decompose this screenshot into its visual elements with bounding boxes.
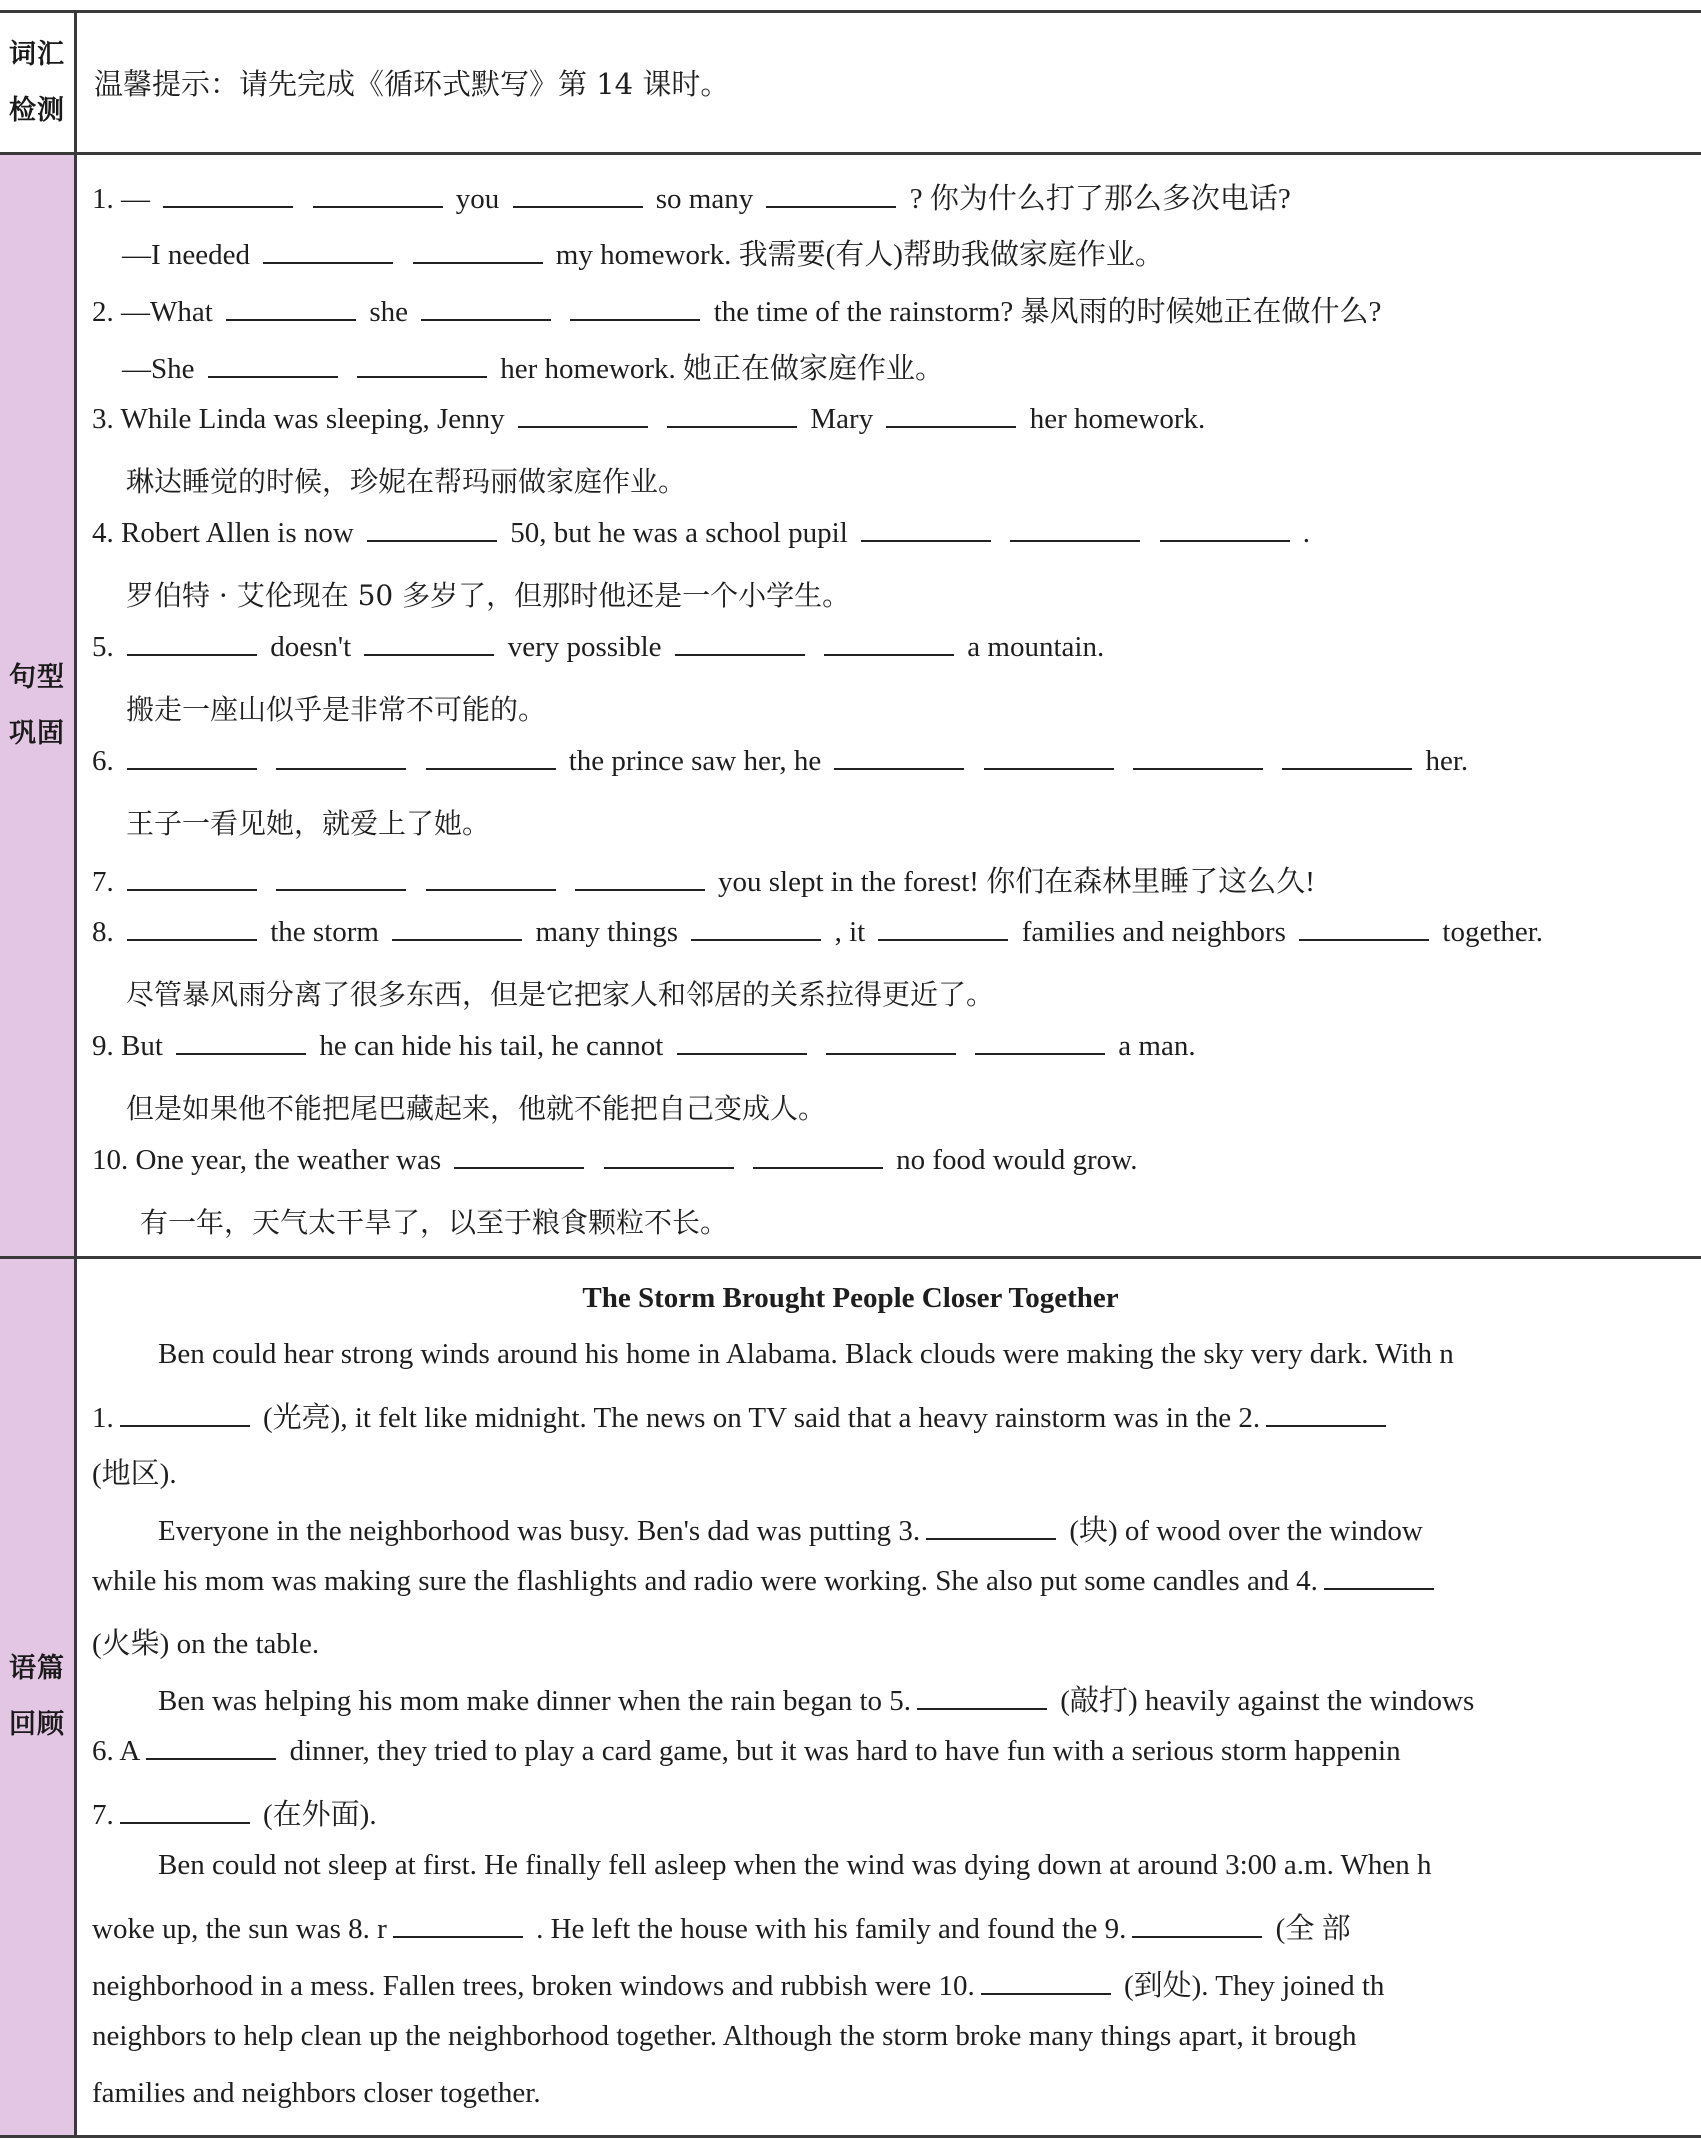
passage-line-4-text: Everyone in the neighborhood was busy. Ben's dad was putting	[158, 1515, 892, 1547]
passage-line-8	[92, 1735, 1401, 1768]
blank-num-5: 5.	[889, 1685, 912, 1717]
passage-blank-8[interactable]	[393, 1935, 523, 1938]
passage-line-5	[92, 1565, 1440, 1598]
q1-line	[92, 176, 1291, 217]
q8-blank-2[interactable]	[392, 938, 522, 941]
q2-part-c: the time of the rainstorm? 暴风雨的时候她正在做什么?	[713, 296, 1382, 328]
q5-blank-2[interactable]	[364, 653, 494, 656]
passage-blank-5[interactable]	[917, 1707, 1047, 1710]
blank-num-7: 7.	[92, 1799, 114, 1831]
q8-blank-1[interactable]	[127, 938, 257, 941]
q6-part-c: her.	[1425, 745, 1469, 777]
q4-part-c: .	[1302, 517, 1311, 549]
q4-translation: 罗伯特 · 艾伦现在 50 多岁了，但那时他还是一个小学生。	[126, 579, 851, 612]
q5-blank-4[interactable]	[824, 653, 954, 656]
label-vocab-2: 检测	[9, 94, 65, 126]
q8-blank-4[interactable]	[878, 938, 1008, 941]
q6-blank-3[interactable]	[426, 767, 556, 770]
q6-part-a: 6.	[92, 745, 114, 777]
q3-translation: 琳达睡觉的时候，珍妮在帮玛丽做家庭作业。	[126, 465, 687, 498]
q8-blank-5[interactable]	[1299, 938, 1429, 941]
passage-line-6: (火柴) on the table.	[92, 1628, 320, 1660]
passage-line-12	[92, 1963, 1384, 2004]
passage-line-11-mid: . He left the house with his family and found the	[536, 1913, 1098, 1945]
q5-part-d: a mountain.	[967, 631, 1105, 663]
label-sentence-2: 巩固	[9, 717, 65, 749]
q3-part-c: her homework.	[1029, 403, 1206, 435]
q1-answer-part-a: —I needed	[122, 239, 251, 271]
blank-num-8: 8. r	[348, 1913, 387, 1945]
q2-blank-1[interactable]	[226, 318, 356, 321]
label-sentence	[0, 155, 74, 1256]
passage-line-9	[92, 1792, 377, 1833]
q3-part-a: 3. While Linda was sleeping, Jenny	[92, 403, 505, 435]
q4-blank-3[interactable]	[1010, 539, 1140, 542]
q4-blank-2[interactable]	[861, 539, 991, 542]
q1-blank-2[interactable]	[313, 205, 443, 208]
q2-part-a: 2. —What	[92, 296, 213, 328]
q10-part-a: 10. One year, the weather was	[92, 1144, 442, 1176]
passage-line-8-text: dinner, they tried to play a card game, but it was hard to have fun with a serious storm happenin	[289, 1735, 1401, 1767]
q3-line	[92, 403, 1205, 436]
q6-blank-4[interactable]	[834, 767, 964, 770]
passage-blank-6[interactable]	[146, 1757, 276, 1760]
passage-line-7-text: Ben was helping his mom make dinner when the rain began to	[158, 1685, 883, 1717]
q1-answer-blank-2[interactable]	[413, 261, 543, 264]
q2-part-b: she	[369, 296, 408, 328]
q10-part-b: no food would grow.	[896, 1144, 1138, 1176]
q1-blank-4[interactable]	[766, 205, 896, 208]
q8-part-a: 8.	[92, 916, 114, 948]
q3-blank-3[interactable]	[886, 425, 1016, 428]
q5-blank-1[interactable]	[127, 653, 257, 656]
passage-line-4-tail: (块) of wood over the window	[1069, 1515, 1423, 1547]
q8-part-c: many things	[535, 916, 679, 948]
label-text	[0, 1259, 74, 2135]
q8-part-d: , it	[834, 916, 866, 948]
q2-answer-blank-2[interactable]	[357, 375, 487, 378]
rule-2	[0, 1256, 1701, 1259]
q2-line	[92, 289, 1381, 330]
q2-answer-part-b: her homework. 她正在做家庭作业。	[500, 353, 945, 385]
passage-line-1: Ben could hear strong winds around his home in Alabama. Black clouds were making the sky very dark. With n	[158, 1338, 1454, 1370]
q6-line	[92, 745, 1468, 778]
q8-part-b: the storm	[270, 916, 379, 948]
q10-blank-1[interactable]	[454, 1166, 584, 1169]
label-sentence-1: 句型	[9, 661, 65, 693]
q9-part-c: a man.	[1118, 1030, 1196, 1062]
passage-line-2-text: (光亮), it felt like midnight. The news on TV said that a heavy rainstorm was in the	[263, 1402, 1232, 1434]
q1-answer-part-b: my homework. 我需要(有人)帮助我做家庭作业。	[555, 239, 1164, 271]
q5-line	[92, 631, 1104, 664]
q7-blank-3[interactable]	[426, 888, 556, 891]
blank-num-6: 6. A	[92, 1735, 141, 1767]
q7-line	[92, 859, 1315, 900]
q5-blank-3[interactable]	[675, 653, 805, 656]
q9-blank-3[interactable]	[826, 1052, 956, 1055]
q2-answer-blank-1[interactable]	[208, 375, 338, 378]
q10-line	[92, 1144, 1137, 1177]
q6-blank-2[interactable]	[276, 767, 406, 770]
passage-line-11-tail: (全 部	[1275, 1913, 1351, 1945]
q1-part-d: ? 你为什么打了那么多次电话?	[909, 183, 1291, 215]
q7-part-b: you slept in the forest! 你们在森林里睡了这么久!	[718, 866, 1315, 898]
q8-translation: 尽管暴风雨分离了很多东西，但是它把家人和邻居的关系拉得更近了。	[126, 978, 995, 1011]
q10-blank-2[interactable]	[604, 1166, 734, 1169]
q7-blank-4[interactable]	[575, 888, 705, 891]
q7-blank-1[interactable]	[127, 888, 257, 891]
q9-blank-1[interactable]	[176, 1052, 306, 1055]
passage-line-3: (地区).	[92, 1458, 177, 1490]
q9-blank-2[interactable]	[677, 1052, 807, 1055]
label-text-2: 回顾	[9, 1709, 65, 1740]
q6-blank-7[interactable]	[1282, 767, 1412, 770]
blank-num-4: 4.	[1296, 1565, 1318, 1597]
q1-blank-1[interactable]	[163, 205, 293, 208]
column-divider	[74, 10, 77, 2138]
passage-line-2	[92, 1395, 1392, 1436]
passage-blank-3[interactable]	[926, 1537, 1056, 1540]
passage-blank-4[interactable]	[1324, 1587, 1434, 1590]
rule-1	[0, 152, 1701, 155]
q9-part-b: he can hide his tail, he cannot	[319, 1030, 664, 1062]
q1-answer-line	[122, 232, 1164, 273]
q1-blank-3[interactable]	[513, 205, 643, 208]
q9-part-a: 9. But	[92, 1030, 163, 1062]
q2-blank-3[interactable]	[570, 318, 700, 321]
blank-num-10: 10.	[938, 1970, 975, 2002]
passage-line-12-text: neighborhood in a mess. Fallen trees, broken windows and rubbish were	[92, 1970, 932, 2002]
tip-text: 温馨提示：请先完成《循环式默写》第 14 课时。	[94, 67, 730, 101]
q3-blank-1[interactable]	[518, 425, 648, 428]
passage-line-11-text: woke up, the sun was	[92, 1913, 341, 1945]
q7-blank-2[interactable]	[276, 888, 406, 891]
passage-line-4	[158, 1508, 1423, 1549]
q5-translation: 搬走一座山似乎是非常不可能的。	[126, 693, 547, 726]
q10-blank-3[interactable]	[753, 1166, 883, 1169]
q4-blank-4[interactable]	[1160, 539, 1290, 542]
passage-line-9-text: (在外面).	[263, 1799, 377, 1831]
q8-part-e: families and neighbors	[1021, 916, 1286, 948]
rule-bottom	[0, 2135, 1701, 2138]
passage-blank-9[interactable]	[1132, 1935, 1262, 1938]
passage-blank-2[interactable]	[1266, 1424, 1386, 1427]
q1-part-b: you	[455, 183, 500, 215]
q9-blank-4[interactable]	[975, 1052, 1105, 1055]
label-vocab-1: 词汇	[9, 38, 65, 70]
rule-top	[0, 10, 1701, 13]
q8-blank-3[interactable]	[691, 938, 821, 941]
label-text-1: 语篇	[9, 1653, 65, 1684]
passage-line-7	[158, 1678, 1474, 1719]
q2-answer-part-a: —She	[122, 353, 195, 385]
q6-blank-6[interactable]	[1133, 767, 1263, 770]
blank-num-3: 3.	[898, 1515, 921, 1547]
q10-translation: 有一年，天气太干旱了，以至于粮食颗粒不长。	[140, 1206, 729, 1239]
q8-line	[92, 916, 1543, 949]
passage-blank-10[interactable]	[981, 1992, 1111, 1995]
q7-part-a: 7.	[92, 866, 114, 898]
passage-line-7-tail: (敲打) heavily against the windows	[1060, 1685, 1475, 1717]
passage-line-10: Ben could not sleep at first. He finally fell asleep when the wind was dying down at around 3:00 a.m. When h	[158, 1849, 1432, 1881]
q6-blank-1[interactable]	[127, 767, 257, 770]
q1-answer-blank-1[interactable]	[263, 261, 393, 264]
passage-blank-1[interactable]	[120, 1424, 250, 1427]
q4-blank-1[interactable]	[367, 539, 497, 542]
q1-part-a: 1. —	[92, 183, 150, 215]
blank-num-9: 9.	[1104, 1913, 1127, 1945]
label-vocab	[0, 13, 74, 152]
q6-part-b: the prince saw her, he	[568, 745, 822, 777]
passage-line-12-tail: (到处). They joined th	[1123, 1970, 1385, 2002]
q9-line	[92, 1030, 1196, 1063]
q9-translation: 但是如果他不能把尾巴藏起来，他就不能把自己变成人。	[126, 1092, 827, 1125]
q5-part-c: very possible	[507, 631, 662, 663]
q2-blank-2[interactable]	[421, 318, 551, 321]
q4-line	[92, 517, 1310, 550]
q1-part-c: so many	[655, 183, 754, 215]
passage-title: The Storm Brought People Closer Together	[582, 1282, 1119, 1314]
q6-blank-5[interactable]	[984, 767, 1114, 770]
passage-line-13: neighbors to help clean up the neighborhood together. Although the storm broke many things apart, it brough	[92, 2020, 1357, 2052]
q4-part-a: 4. Robert Allen is now	[92, 517, 354, 549]
q6-translation: 王子一看见她，就爱上了她。	[126, 807, 491, 840]
q8-part-f: together.	[1442, 916, 1544, 948]
q5-part-a: 5.	[92, 631, 114, 663]
blank-num-2: 2.	[1238, 1402, 1261, 1434]
passage-line-14: families and neighbors closer together.	[92, 2077, 541, 2109]
q3-blank-2[interactable]	[667, 425, 797, 428]
q5-part-b: doesn't	[270, 631, 352, 663]
q2-answer-line	[122, 346, 944, 387]
passage-line-11	[92, 1906, 1351, 1947]
blank-num-1: 1.	[92, 1402, 114, 1434]
passage-line-5-text: while his mom was making sure the flashlights and radio were working. She also put some candles and	[92, 1565, 1289, 1597]
q4-part-b: 50, but he was a school pupil	[510, 517, 848, 549]
passage-blank-7[interactable]	[120, 1821, 250, 1824]
q3-part-b: Mary	[810, 403, 874, 435]
